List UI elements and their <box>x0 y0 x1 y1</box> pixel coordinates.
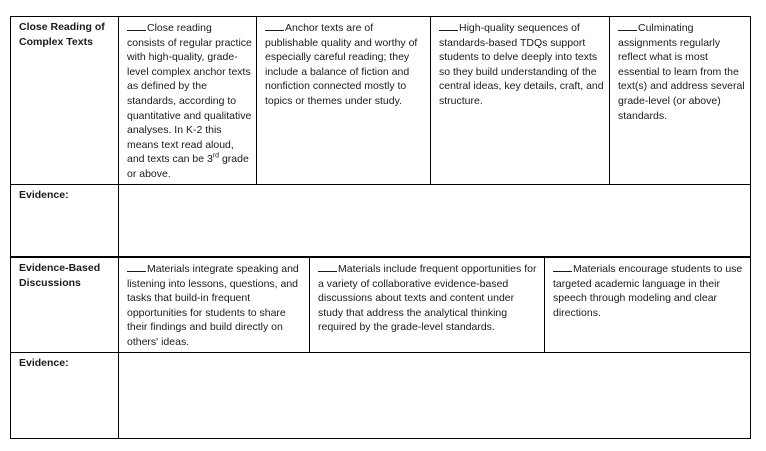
criteria-row <box>11 17 751 185</box>
criterion-cell <box>119 17 257 185</box>
criterion-cell <box>545 258 751 353</box>
close-reading-rubric-table <box>10 16 751 257</box>
checkbox-blank[interactable] <box>553 261 572 272</box>
checkbox-blank[interactable] <box>127 20 146 31</box>
criterion-text: Materials integrate speaking and listening into lessons, questions, and tasks that build-in frequent opportunities for students to share their findings and build directly on others' ideas. <box>127 263 299 348</box>
evidence-discussions-rubric-table <box>10 257 751 439</box>
criterion-text-end: grade or above. <box>127 153 249 180</box>
checkbox-blank[interactable] <box>318 261 337 272</box>
evidence-label: Evidence: <box>11 352 119 438</box>
criterion-cell <box>610 17 751 185</box>
criterion-text: Culminating assignments regularly reflect what is most essential to learn from the text(s) and address several grade-level (or above) standards. <box>618 22 745 122</box>
criterion-text: High-quality sequences of standards-based TDQs support students to delve deeply into texts so they build understanding of the central ideas, key details, craft, and structure. <box>439 22 604 107</box>
criterion-text: Close reading consists of regular practice with high-quality, grade-level complex anchor texts as defined by the standards, according to quantitative and qualitative analyses. In K-2 this means text read aloud, and texts can be 3 <box>127 22 252 166</box>
section-heading: Close Reading of Complex Texts <box>11 17 119 185</box>
criterion-cell <box>119 258 310 353</box>
evidence-row <box>11 184 751 256</box>
checkbox-blank[interactable] <box>439 20 458 31</box>
evidence-field[interactable] <box>119 184 751 256</box>
checkbox-blank[interactable] <box>618 20 637 31</box>
checkbox-blank[interactable] <box>265 20 284 31</box>
criterion-cell <box>310 258 545 353</box>
criteria-row <box>11 258 751 353</box>
evidence-field[interactable] <box>119 352 751 438</box>
ordinal-suffix: rd <box>212 152 220 160</box>
section-heading: Evidence-Based Discussions <box>11 258 119 353</box>
criterion-text: Anchor texts are of publishable quality and worthy of especially careful reading; they include a balance of fiction and nonfiction connected mostly to topics or themes under study. <box>265 22 418 107</box>
criterion-cell <box>431 17 610 185</box>
criterion-text: Materials encourage students to use targeted academic language in their speech through modeling and clear directions. <box>553 263 743 319</box>
criterion-text: Materials include frequent opportunities for a variety of collaborative evidence-based discussions about texts and content under study that address the analytical thinking required by the grade-level standards. <box>318 263 537 334</box>
criterion-cell <box>257 17 431 185</box>
checkbox-blank[interactable] <box>127 261 146 272</box>
evidence-label: Evidence: <box>11 184 119 256</box>
evidence-row <box>11 352 751 438</box>
